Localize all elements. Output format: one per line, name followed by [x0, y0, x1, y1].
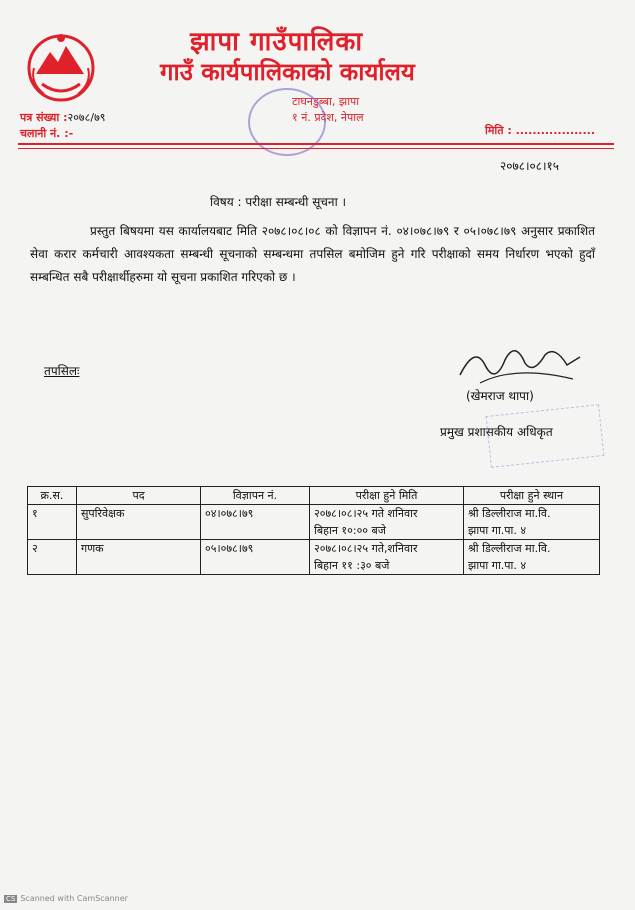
cell-exam-date: २०७८।०८।२५ गते शनिवार — [310, 505, 464, 523]
header-rule — [18, 143, 614, 145]
patra-sankhya — [20, 110, 106, 125]
patra-sankhya-value: २०७८/७९ — [67, 111, 106, 124]
table-row — [28, 522, 600, 540]
signatory-name: (खेमराज थापा) — [466, 389, 534, 403]
cell-exam-venue: झापा गा.पा. ४ — [464, 557, 600, 575]
cell-advert-no — [201, 522, 310, 540]
cell-exam-time: बिहान १०:०० बजे — [310, 522, 464, 540]
table-row — [28, 505, 600, 523]
col-header-sn: क्र.स. — [28, 487, 77, 505]
role-stamp — [486, 404, 605, 468]
scanner-text: Scanned with CamScanner — [20, 894, 128, 903]
letter-subject: विषय : परीक्षा सम्बन्धी सूचना । — [210, 195, 347, 209]
cell-sn — [28, 522, 77, 540]
table-row — [28, 540, 600, 558]
cell-exam-venue: झापा गा.पा. ४ — [464, 522, 600, 540]
cell-post — [77, 557, 201, 575]
cell-exam-venue: श्री डिल्लीराज मा.वि. — [464, 540, 600, 558]
cell-exam-venue: श्री डिल्लीराज मा.वि. — [464, 505, 600, 523]
cell-exam-time: बिहान ११ :३० बजे — [310, 557, 464, 575]
miti — [485, 123, 595, 138]
table-header-row — [28, 487, 600, 505]
miti-label: मिति : — [485, 124, 512, 137]
cell-post — [77, 522, 201, 540]
letter-date: २०७८।०८।१५ — [500, 159, 560, 173]
patra-sankhya-label: पत्र संख्या : — [20, 111, 68, 124]
signature — [455, 335, 585, 394]
cell-post: गणक — [77, 540, 201, 558]
cell-sn: २ — [28, 540, 77, 558]
col-header-post: पद — [77, 487, 201, 505]
address-line-1: टाघनडुब्बा, झापा — [292, 95, 360, 108]
table-row — [28, 557, 600, 575]
camscanner-icon: CS — [6, 895, 16, 903]
cell-sn: १ — [28, 505, 77, 523]
col-header-advert-no: विज्ञापन नं. — [201, 487, 310, 505]
office-stamp — [248, 88, 326, 156]
miti-value: ................... — [515, 124, 596, 137]
nepal-emblem-icon — [22, 28, 100, 106]
office-title: झापा गाउँपालिका — [190, 27, 364, 57]
signatory-role: प्रमुख प्रशासकीय अधिकृत — [440, 425, 553, 439]
cell-post: सुपरिवेक्षक — [77, 505, 201, 523]
col-header-exam-date: परीक्षा हुने मिति — [310, 487, 464, 505]
chalani-label: चलानी नं. :- — [20, 127, 74, 140]
exam-schedule-table — [27, 486, 600, 575]
letter-body: प्रस्तुत बिषयमा यस कार्यालयबाट मिति २०७८।०८।०८ को विज्ञापन नं. ०४।०७८।७९ र ०५।०७८।७९ अनुसार प्रकाशित सेवा करार कर्मचारी आवश्यकता सम्बन्धी सूचनाको सम्बन्धमा तपसिल बमोजिम हुने गरि परीक्षाको समय निर्धारण भएको हुदाँ सम्बन्धित सबै परीक्षार्थीहरुमा यो सूचना प्रकाशित गरिएको छ । — [30, 224, 595, 284]
header-rule-thin — [18, 148, 614, 149]
cell-sn — [28, 557, 77, 575]
office-subtitle: गाउँ कार्यपालिकाको कार्यालय — [160, 58, 415, 86]
col-header-exam-venue: परीक्षा हुने स्थान — [464, 487, 600, 505]
cell-exam-date: २०७८।०८।२५ गते,शनिवार — [310, 540, 464, 558]
address-line-2: १ नं. प्रदेश, नेपाल — [292, 111, 364, 124]
cell-advert-no: ०४।०७८।७९ — [201, 505, 310, 523]
scanner-watermark — [4, 894, 128, 903]
tapasil-label: तपसिलः — [44, 364, 80, 378]
cell-advert-no: ०५।०७८।७९ — [201, 540, 310, 558]
cell-advert-no — [201, 557, 310, 575]
